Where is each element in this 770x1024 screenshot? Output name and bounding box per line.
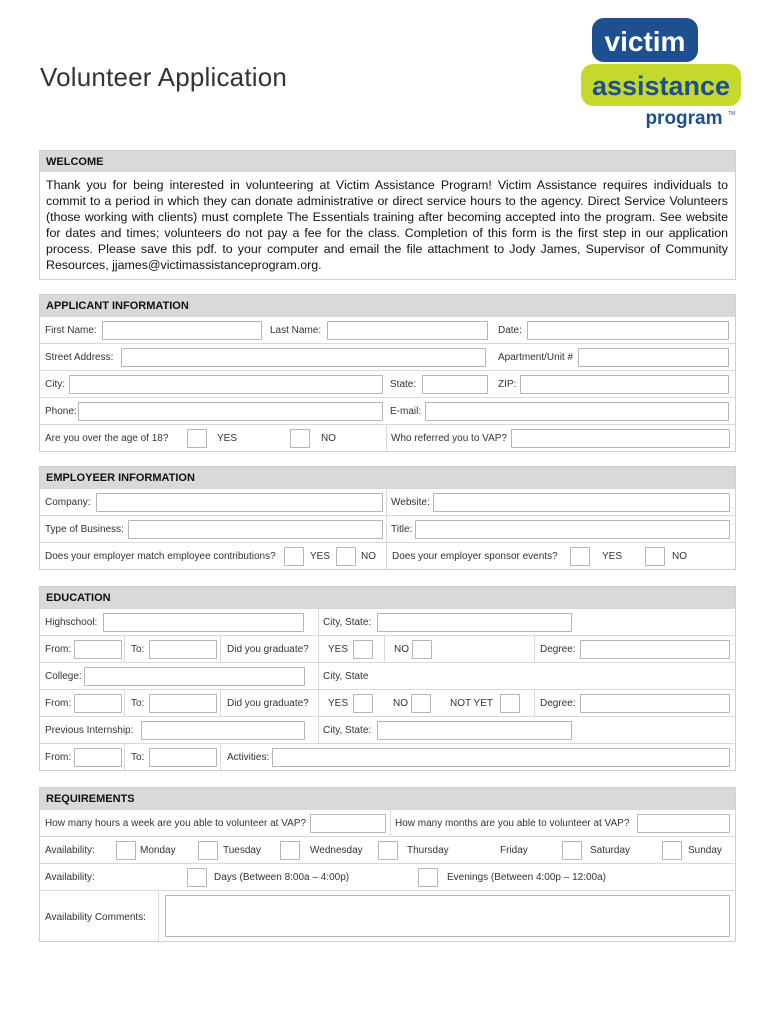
match-no-checkbox[interactable] [336, 547, 356, 566]
daytime-checkbox[interactable] [187, 868, 207, 887]
college-degree-label: Degree: [540, 698, 576, 709]
education-row-highschool [40, 608, 735, 635]
hs-degree-label: Degree: [540, 644, 576, 655]
availability-days-label: Availability: [45, 845, 95, 856]
apartment-field[interactable] [578, 348, 729, 367]
hs-from-field[interactable] [74, 640, 122, 659]
logo-text-tm: TM [728, 111, 736, 117]
monday-checkbox[interactable] [116, 841, 136, 860]
company-label: Company: [45, 497, 91, 508]
saturday-checkbox[interactable] [662, 841, 682, 860]
education-row-internship [40, 716, 735, 743]
hs-no-label: NO [394, 644, 409, 655]
city-label: City: [45, 379, 65, 390]
business-type-field[interactable] [128, 520, 383, 539]
internship-from-label: From: [45, 752, 72, 763]
internship-to-label: To: [131, 752, 145, 763]
college-yes-checkbox[interactable] [353, 694, 373, 713]
employer-row-company [40, 488, 735, 515]
education-row-college [40, 662, 735, 689]
logo-text-assistance: assistance [591, 71, 731, 101]
state-label: State: [390, 379, 417, 390]
wednesday-checkbox[interactable] [280, 841, 300, 860]
employer-row-questions [40, 542, 735, 569]
daytime-label: Days (Between 8:00a – 4:00p) [214, 872, 350, 883]
applicant-row-address [40, 343, 735, 370]
saturday-label: Saturday [590, 845, 631, 856]
college-graduate-label: Did you graduate? [227, 698, 309, 709]
sponsor-yes-checkbox[interactable] [570, 547, 590, 566]
hs-to-field[interactable] [149, 640, 217, 659]
college-degree-field[interactable] [580, 694, 730, 713]
phone-label: Phone: [45, 406, 77, 417]
education-row-hs-dates [40, 635, 735, 662]
tuesday-label: Tuesday [223, 845, 261, 856]
internship-field[interactable] [141, 721, 305, 740]
requirements-row-times [40, 863, 735, 890]
activities-field[interactable] [272, 748, 730, 767]
college-field[interactable] [84, 667, 305, 686]
college-not-yet-label: NOT YET [450, 698, 493, 709]
internship-label: Previous Internship: [45, 725, 134, 736]
date-field[interactable] [527, 321, 729, 340]
college-from-field[interactable] [74, 694, 122, 713]
months-field[interactable] [637, 814, 730, 833]
highschool-city-label: City, State: [323, 617, 372, 628]
college-to-label: To: [131, 698, 145, 709]
education-section [39, 586, 736, 771]
hs-yes-label: YES [328, 644, 349, 655]
match-no-label: NO [361, 551, 376, 562]
employer-section [39, 466, 736, 570]
sunday-label: Sunday [688, 845, 722, 856]
internship-from-field[interactable] [74, 748, 122, 767]
age-yes-label: YES [217, 433, 238, 444]
applicant-row-name [40, 316, 735, 343]
hs-yes-checkbox[interactable] [353, 640, 373, 659]
logo-text-victim: victim [604, 26, 686, 57]
email-field[interactable] [425, 402, 729, 421]
highschool-label: Highschool: [45, 617, 98, 628]
internship-city-field[interactable] [377, 721, 572, 740]
date-label: Date: [498, 325, 522, 336]
friday-label: Friday [500, 845, 528, 856]
applicant-row-age [40, 424, 735, 451]
applicant-section [39, 294, 736, 452]
availability-times-label: Availability: [45, 872, 95, 883]
friday-checkbox[interactable] [562, 841, 582, 860]
hs-graduate-label: Did you graduate? [227, 644, 309, 655]
months-question-label: How many months are you able to volunteer at VAP? [395, 818, 630, 829]
requirements-row-days [40, 836, 735, 863]
first-name-label: First Name: [45, 325, 97, 336]
applicant-heading: APPLICANT INFORMATION [40, 295, 735, 316]
requirements-row-comments [40, 890, 735, 941]
college-to-field[interactable] [149, 694, 217, 713]
tuesday-checkbox[interactable] [198, 841, 218, 860]
sponsor-no-checkbox[interactable] [645, 547, 665, 566]
applicant-row-city [40, 370, 735, 397]
zip-field[interactable] [520, 375, 729, 394]
victim-assistance-program-logo [578, 16, 744, 132]
activities-label: Activities: [227, 752, 270, 763]
referred-label: Who referred you to VAP? [391, 433, 507, 444]
employer-row-business [40, 515, 735, 542]
college-not-yet-checkbox[interactable] [500, 694, 520, 713]
monday-label: Monday [140, 845, 176, 856]
logo-text-program: program [645, 108, 723, 129]
hours-question-label: How many hours a week are you able to volunteer at VAP? [45, 818, 307, 829]
city-field[interactable] [69, 375, 383, 394]
college-yes-label: YES [328, 698, 349, 709]
hs-no-checkbox[interactable] [412, 640, 432, 659]
employer-heading: EMPLOYEER INFORMATION [40, 467, 735, 488]
hs-degree-field[interactable] [580, 640, 730, 659]
state-field[interactable] [422, 375, 488, 394]
referred-field[interactable] [511, 429, 730, 448]
hs-to-label: To: [131, 644, 145, 655]
evenings-label: Evenings (Between 4:00p – 12:00a) [447, 872, 606, 883]
business-type-label: Type of Business: [45, 524, 124, 535]
welcome-heading: WELCOME [40, 151, 735, 172]
college-no-checkbox[interactable] [411, 694, 431, 713]
education-heading: EDUCATION [40, 587, 735, 608]
job-title-field[interactable] [415, 520, 730, 539]
evenings-checkbox[interactable] [418, 868, 438, 887]
college-from-label: From: [45, 698, 72, 709]
requirements-heading: REQUIREMENTS [40, 788, 735, 809]
welcome-section [39, 150, 736, 280]
last-name-label: Last Name: [270, 325, 322, 336]
applicant-row-phone [40, 397, 735, 424]
sponsor-question-label: Does your employer sponsor events? [392, 551, 558, 562]
hours-field[interactable] [310, 814, 386, 833]
apartment-label: Apartment/Unit # [498, 352, 574, 363]
job-title-label: Title: [391, 524, 413, 535]
hs-from-label: From: [45, 644, 72, 655]
sponsor-yes-label: YES [602, 551, 623, 562]
first-name-field[interactable] [102, 321, 262, 340]
company-field[interactable] [96, 493, 383, 512]
age-no-checkbox[interactable] [290, 429, 310, 448]
age-question-label: Are you over the age of 18? [45, 433, 169, 444]
website-field[interactable] [433, 493, 730, 512]
match-yes-label: YES [310, 551, 331, 562]
age-yes-checkbox[interactable] [187, 429, 207, 448]
highschool-field[interactable] [103, 613, 304, 632]
age-no-label: NO [321, 433, 336, 444]
website-label: Website: [391, 497, 430, 508]
college-no-label: NO [393, 698, 408, 709]
education-row-activities [40, 743, 735, 770]
thursday-checkbox[interactable] [378, 841, 398, 860]
sponsor-no-label: NO [672, 551, 687, 562]
street-address-label: Street Address: [45, 352, 114, 363]
availability-comments-label: Availability Comments: [45, 912, 146, 923]
zip-label: ZIP: [498, 379, 517, 390]
college-label: College: [45, 671, 82, 682]
wednesday-label: Wednesday [310, 845, 363, 856]
match-yes-checkbox[interactable] [284, 547, 304, 566]
requirements-section [39, 787, 736, 942]
internship-to-field[interactable] [149, 748, 217, 767]
college-city-label: City, State [323, 671, 369, 682]
page-title: Volunteer Application [40, 62, 288, 92]
availability-comments-field[interactable] [165, 895, 730, 937]
match-question-label: Does your employer match employee contributions? [45, 551, 276, 562]
street-address-field[interactable] [121, 348, 486, 367]
phone-field[interactable] [78, 402, 383, 421]
thursday-label: Thursday [407, 845, 449, 856]
welcome-text: Thank you for being interested in volunteering at Victim Assistance Program! Victim Assistance requires individuals to commit to a period in which they can donate administrative or direct service hours to the agency. Direct Service Volunteers (those working with clients) must complete The Essentials training after becoming accepted into the program. See website for dates and times; volunteers do not pay a fee for the class. Completion of this form is the first step in our application process. Please save this pdf. to your computer and email the file attachment to Jody James, Supervisor of Community Resources, jjames@victimassistanceprogram.org. [46, 178, 728, 272]
requirements-row-hours [40, 809, 735, 836]
highschool-city-field[interactable] [377, 613, 572, 632]
last-name-field[interactable] [327, 321, 488, 340]
internship-city-label: City, State: [323, 725, 372, 736]
email-label: E-mail: [390, 406, 422, 417]
education-row-college-dates [40, 689, 735, 716]
